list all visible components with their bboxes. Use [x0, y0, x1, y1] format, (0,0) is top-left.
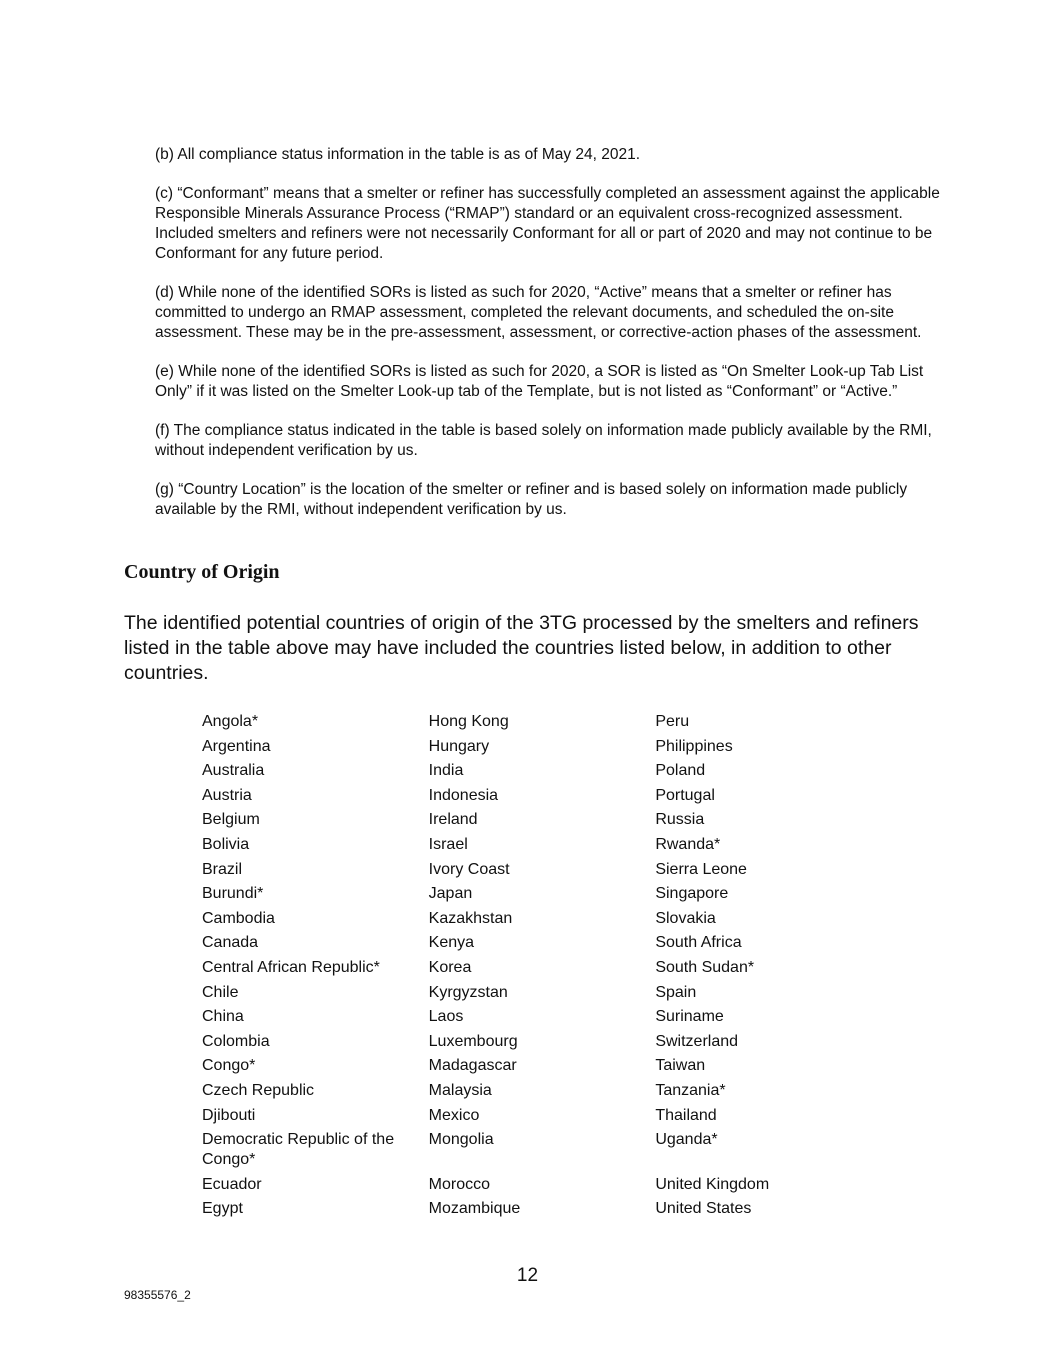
- footnote-c: (c) “Conformant” means that a smelter or refiner has successfully completed an assessment against the applicable Responsible Minerals Assurance Process (“RMAP”) standard or an equivalent cross-recognized assessment. Included smelters and refiners were not necessarily Conformant for all or part of 2020 and may not continue to be Conformant for any future period.: [155, 185, 940, 262]
- table-row: [202, 1128, 882, 1173]
- table-row: [202, 1104, 882, 1129]
- country-cell: Mexico: [428, 1106, 480, 1124]
- footnote-g: (g) “Country Location” is the location of the smelter or refiner and is based solely on information made publicly available by the RMI, without independent verification by us.: [155, 481, 908, 518]
- country-cell: India: [428, 762, 464, 780]
- country-cell: Australia: [202, 762, 265, 780]
- country-cell: Central African Republic*: [202, 958, 380, 976]
- country-cell: Czech Republic: [202, 1081, 315, 1099]
- country-cell: China: [202, 1008, 244, 1026]
- country-cell: Madagascar: [428, 1057, 517, 1075]
- country-cell: Morocco: [428, 1175, 491, 1193]
- table-row: [202, 833, 882, 858]
- table-row: [202, 784, 882, 809]
- country-cell: Burundi*: [202, 885, 264, 903]
- country-cell: Belgium: [202, 811, 260, 829]
- table-row: [202, 1030, 882, 1055]
- table-row: [202, 759, 882, 784]
- country-cell: Chile: [202, 983, 239, 1001]
- country-cell: Spain: [655, 983, 697, 1001]
- country-cell: Peru: [655, 713, 690, 730]
- country-cell: Switzerland: [655, 1032, 739, 1050]
- country-cell: Japan: [428, 885, 473, 903]
- country-cell: Kyrgyzstan: [428, 983, 508, 1001]
- country-cell: Bolivia: [202, 835, 250, 853]
- countries-table-body: [202, 710, 882, 1222]
- country-cell: Israel: [428, 835, 468, 853]
- country-cell: Brazil: [202, 860, 243, 878]
- country-cell: United Kingdom: [655, 1175, 770, 1193]
- table-row: [202, 1054, 882, 1079]
- section-heading: Country of Origin: [124, 561, 280, 583]
- country-cell: Kazakhstan: [428, 909, 513, 927]
- page-number: 12: [516, 1265, 539, 1286]
- footnote-f: (f) The compliance status indicated in the table is based solely on information made publicly available by the RMI, without independent verification by us.: [155, 422, 932, 459]
- country-cell: Cambodia: [202, 909, 275, 927]
- country-cell: Philippines: [655, 737, 733, 755]
- country-cell: Thailand: [655, 1106, 717, 1124]
- table-row: [202, 808, 882, 833]
- country-cell: Colombia: [202, 1032, 270, 1050]
- table-row: [202, 1197, 882, 1222]
- countries-table: [202, 710, 882, 1222]
- table-row: [202, 931, 882, 956]
- country-cell: Canada: [202, 934, 259, 952]
- footnote-d: (d) While none of the identified SORs is listed as such for 2020, “Active” means that a smelter or refiner has committed to undergo an RMAP assessment, completed the relevant documents, and scheduled the on-site assessment. These may be in the pre-assessment, assessment, or corrective-action phases of the assessment.: [155, 284, 922, 341]
- country-cell: Korea: [428, 958, 472, 976]
- country-cell: Slovakia: [655, 909, 716, 927]
- country-cell: Ecuador: [202, 1175, 262, 1193]
- country-cell: Uganda*: [655, 1131, 718, 1149]
- table-row: [202, 1005, 882, 1030]
- country-cell: Russia: [655, 811, 705, 829]
- country-cell: Hungary: [428, 737, 490, 755]
- table-row: [202, 735, 882, 760]
- table-row: [202, 956, 882, 981]
- country-cell: Argentina: [202, 737, 271, 755]
- country-cell: Suriname: [655, 1008, 724, 1026]
- table-row: [202, 981, 882, 1006]
- country-cell: Ireland: [428, 811, 478, 829]
- document-id: 98355576_2: [124, 1288, 191, 1302]
- country-cell: South Sudan*: [655, 958, 755, 976]
- table-row: [202, 1079, 882, 1104]
- footnote-e: (e) While none of the identified SORs is listed as such for 2020, a SOR is listed as “On Smelter Look-up Tab List Only” if it was listed on the Smelter Look-up tab of the Template, but is not listed as “Conformant” or “Active.”: [155, 363, 924, 400]
- country-cell: South Africa: [655, 934, 742, 952]
- footnotes: [155, 145, 945, 539]
- country-cell: Tanzania*: [655, 1081, 726, 1099]
- country-cell: Laos: [428, 1008, 464, 1026]
- country-cell: Mozambique: [428, 1200, 521, 1218]
- table-row: [202, 882, 882, 907]
- country-cell: Luxembourg: [428, 1032, 518, 1050]
- country-cell: Rwanda*: [655, 835, 721, 853]
- table-row: [202, 1173, 882, 1198]
- intro-paragraph: The identified potential countries of origin of the 3TG processed by the smelters and refiners listed in the table above may have included the countries listed below, in addition to other countries.: [124, 612, 919, 684]
- country-cell: Poland: [655, 762, 706, 780]
- country-cell: Austria: [202, 786, 252, 804]
- country-cell: United States: [655, 1200, 752, 1218]
- country-cell: Egypt: [202, 1200, 243, 1218]
- country-cell: Hong Kong: [428, 713, 509, 730]
- country-cell: Portugal: [655, 786, 715, 804]
- country-cell: Indonesia: [428, 786, 499, 804]
- country-cell: Congo*: [202, 1057, 256, 1075]
- country-cell: Singapore: [655, 885, 729, 903]
- country-cell: Kenya: [428, 934, 475, 952]
- country-cell: Ivory Coast: [428, 860, 510, 878]
- country-cell: Djibouti: [202, 1106, 256, 1124]
- country-cell: Malaysia: [428, 1081, 492, 1099]
- country-cell: Democratic Republic of the Congo*: [202, 1131, 395, 1169]
- table-row: [202, 710, 882, 735]
- country-cell: Taiwan: [655, 1057, 706, 1075]
- table-row: [202, 858, 882, 883]
- footnote-b: (b) All compliance status information in the table is as of May 24, 2021.: [155, 146, 641, 163]
- country-cell: Sierra Leone: [655, 860, 747, 878]
- country-cell: Angola*: [202, 713, 259, 730]
- country-cell: Mongolia: [428, 1131, 494, 1149]
- table-row: [202, 907, 882, 932]
